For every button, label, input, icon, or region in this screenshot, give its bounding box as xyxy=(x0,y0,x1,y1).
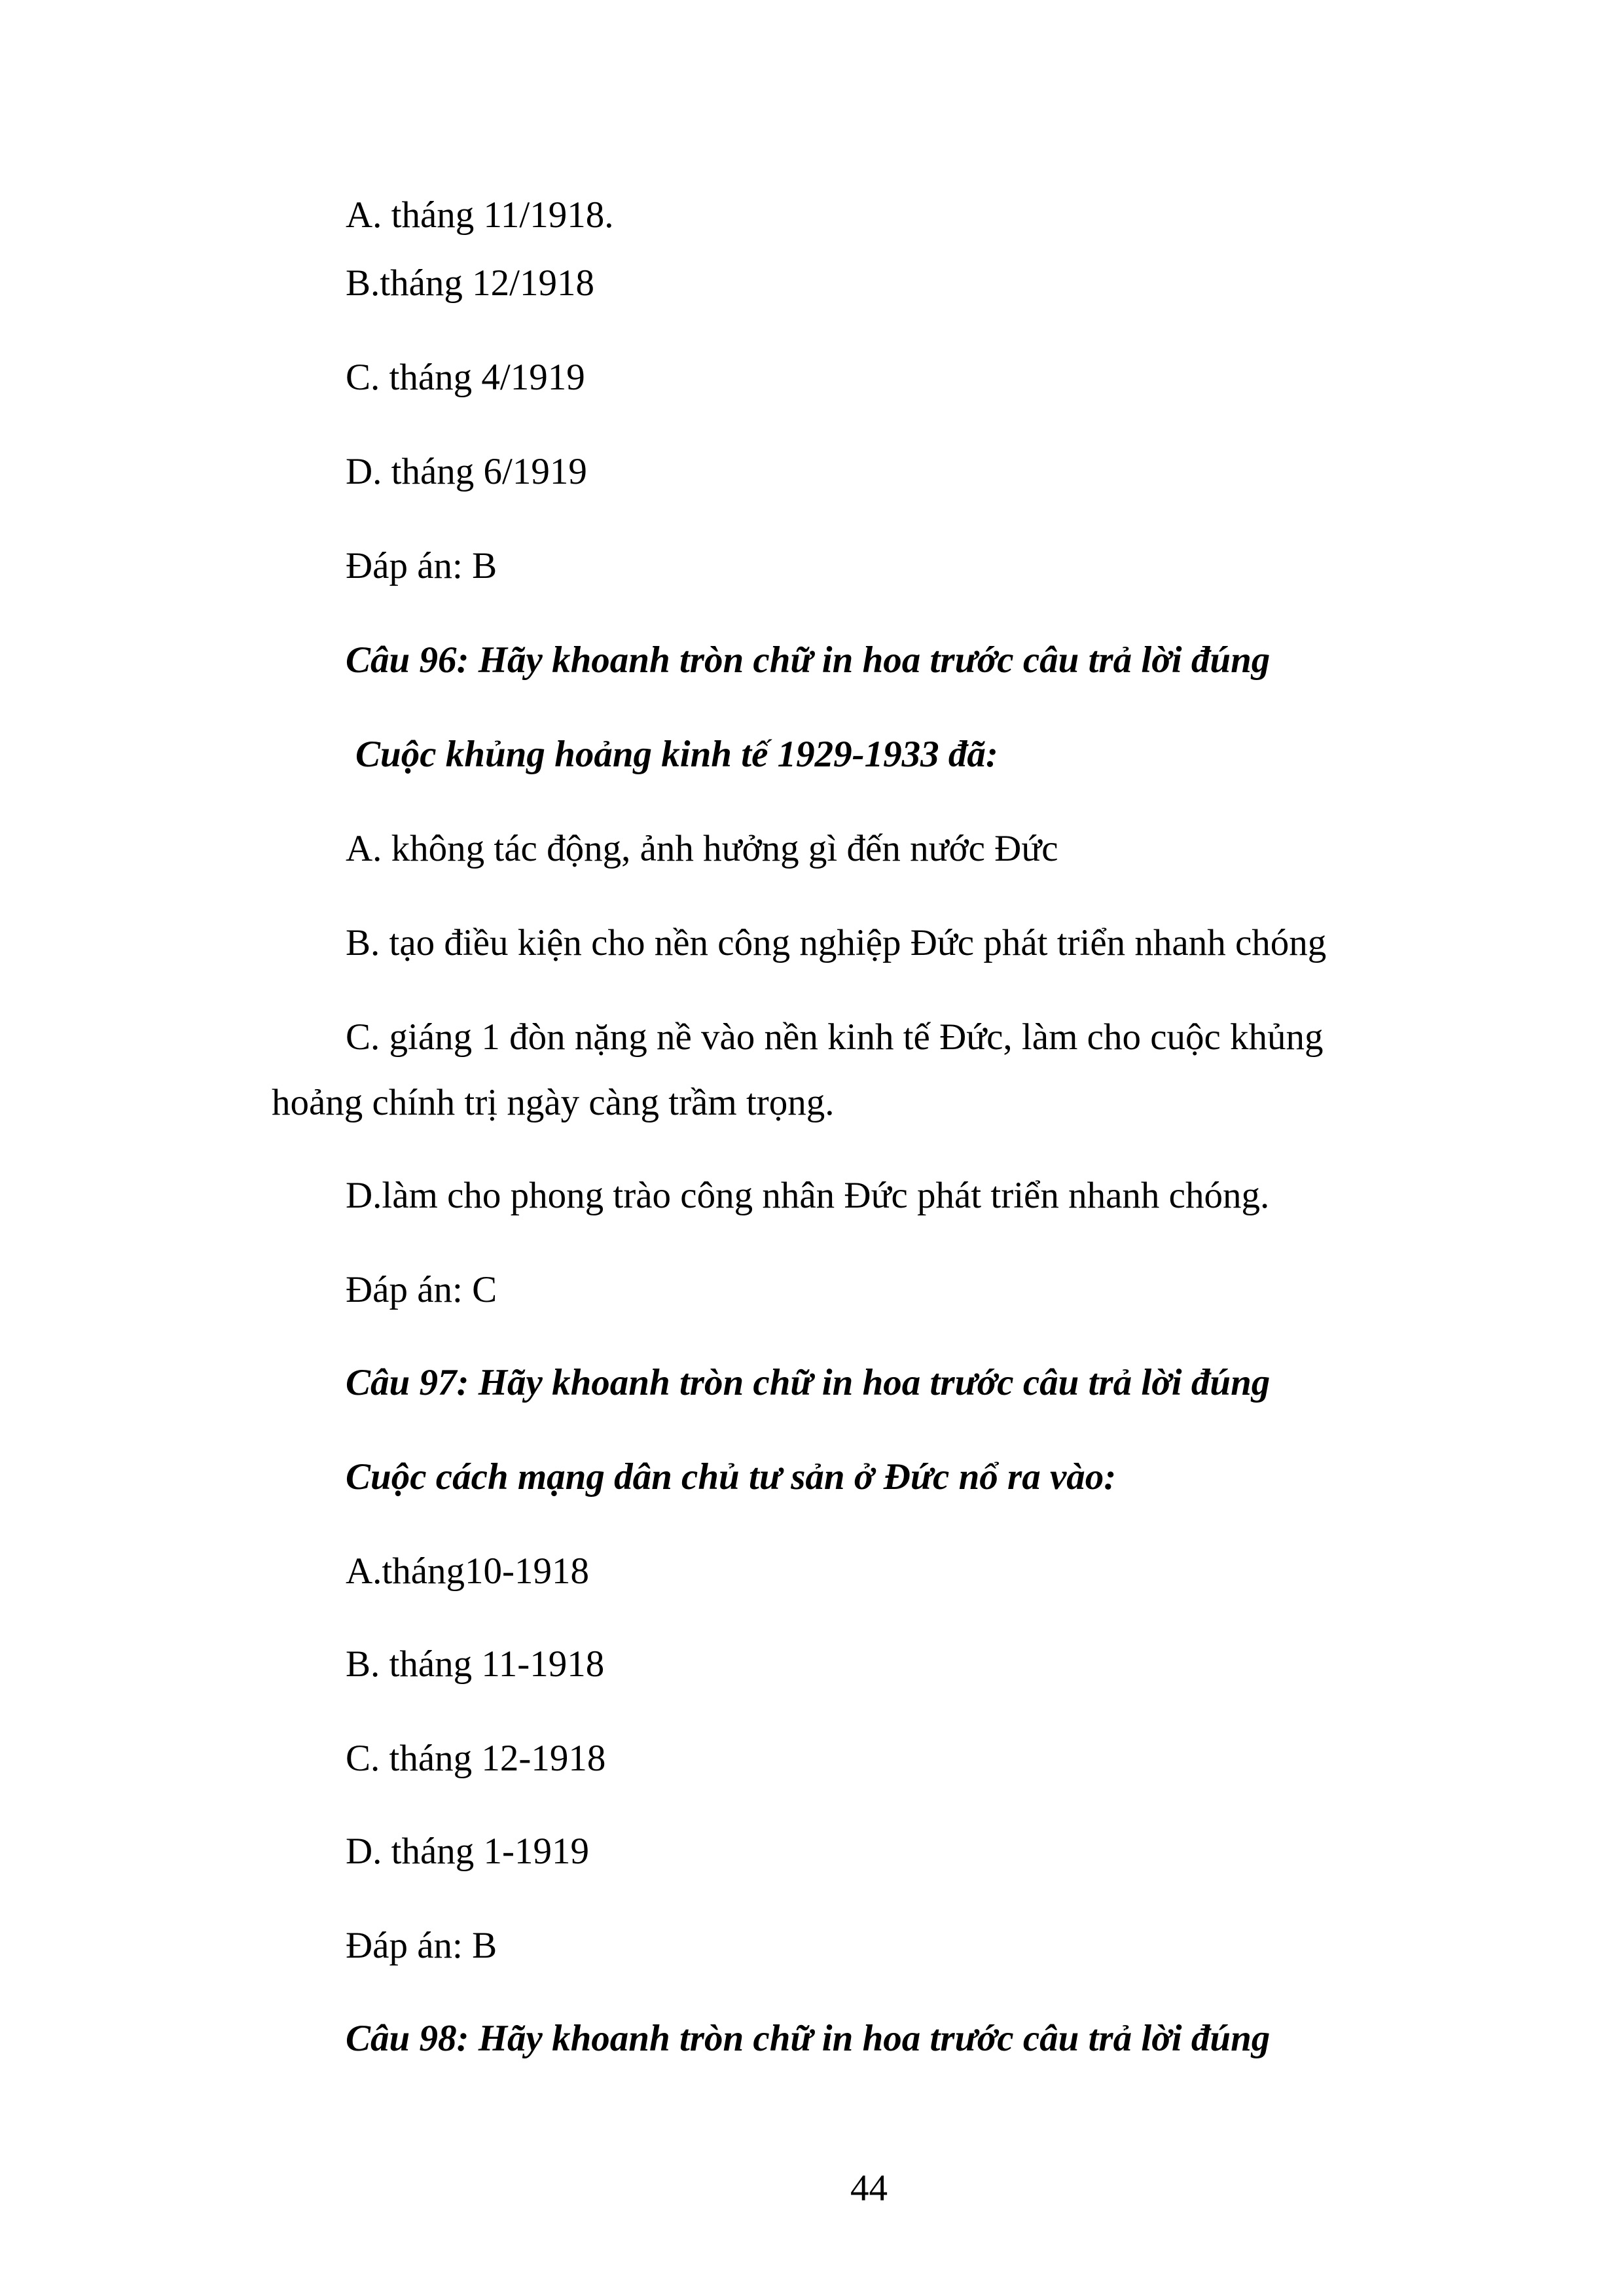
q96-answer: Đáp án: C xyxy=(346,1269,497,1310)
prev-option-c: C. tháng 4/1919 xyxy=(346,357,585,398)
q96-option-c: C. giáng 1 đòn nặng nề vào nền kinh tế Đức, làm cho cuộc khủng xyxy=(346,1016,1324,1058)
q96-title: Câu 96: Hãy khoanh tròn chữ in hoa trước câu trả lời đúng xyxy=(346,639,1271,681)
q97-option-a: A.tháng10-1918 xyxy=(346,1551,590,1592)
q97-option-c: C. tháng 12-1918 xyxy=(346,1738,606,1779)
prev-option-b: B.tháng 12/1918 xyxy=(346,262,594,304)
q97-option-b: B. tháng 11-1918 xyxy=(346,1643,605,1685)
q98-title: Câu 98: Hãy khoanh tròn chữ in hoa trước câu trả lời đúng xyxy=(346,2018,1271,2059)
prev-answer: Đáp án: B xyxy=(346,545,497,586)
q97-stem: Cuộc cách mạng dân chủ tư sản ở Đức nổ ra vào: xyxy=(346,1456,1117,1498)
q97-title: Câu 97: Hãy khoanh tròn chữ in hoa trước câu trả lời đúng xyxy=(346,1362,1271,1403)
q97-answer: Đáp án: B xyxy=(346,1925,497,1966)
q97-option-d: D. tháng 1-1919 xyxy=(346,1831,590,1872)
prev-option-a: A. tháng 11/1918. xyxy=(346,194,614,236)
q96-option-c-continued: hoảng chính trị ngày càng trầm trọng. xyxy=(272,1082,835,1123)
prev-option-d: D. tháng 6/1919 xyxy=(346,451,587,492)
q96-stem: Cuộc khủng hoảng kinh tế 1929-1933 đã: xyxy=(355,734,998,775)
page-number: 44 xyxy=(850,2168,888,2209)
q96-option-d: D.làm cho phong trào công nhân Đức phát triển nhanh chóng. xyxy=(346,1175,1270,1216)
q96-option-b: B. tạo điều kiện cho nền công nghiệp Đức phát triển nhanh chóng xyxy=(346,922,1327,963)
q96-option-a: A. không tác động, ảnh hưởng gì đến nước Đức xyxy=(346,828,1058,869)
